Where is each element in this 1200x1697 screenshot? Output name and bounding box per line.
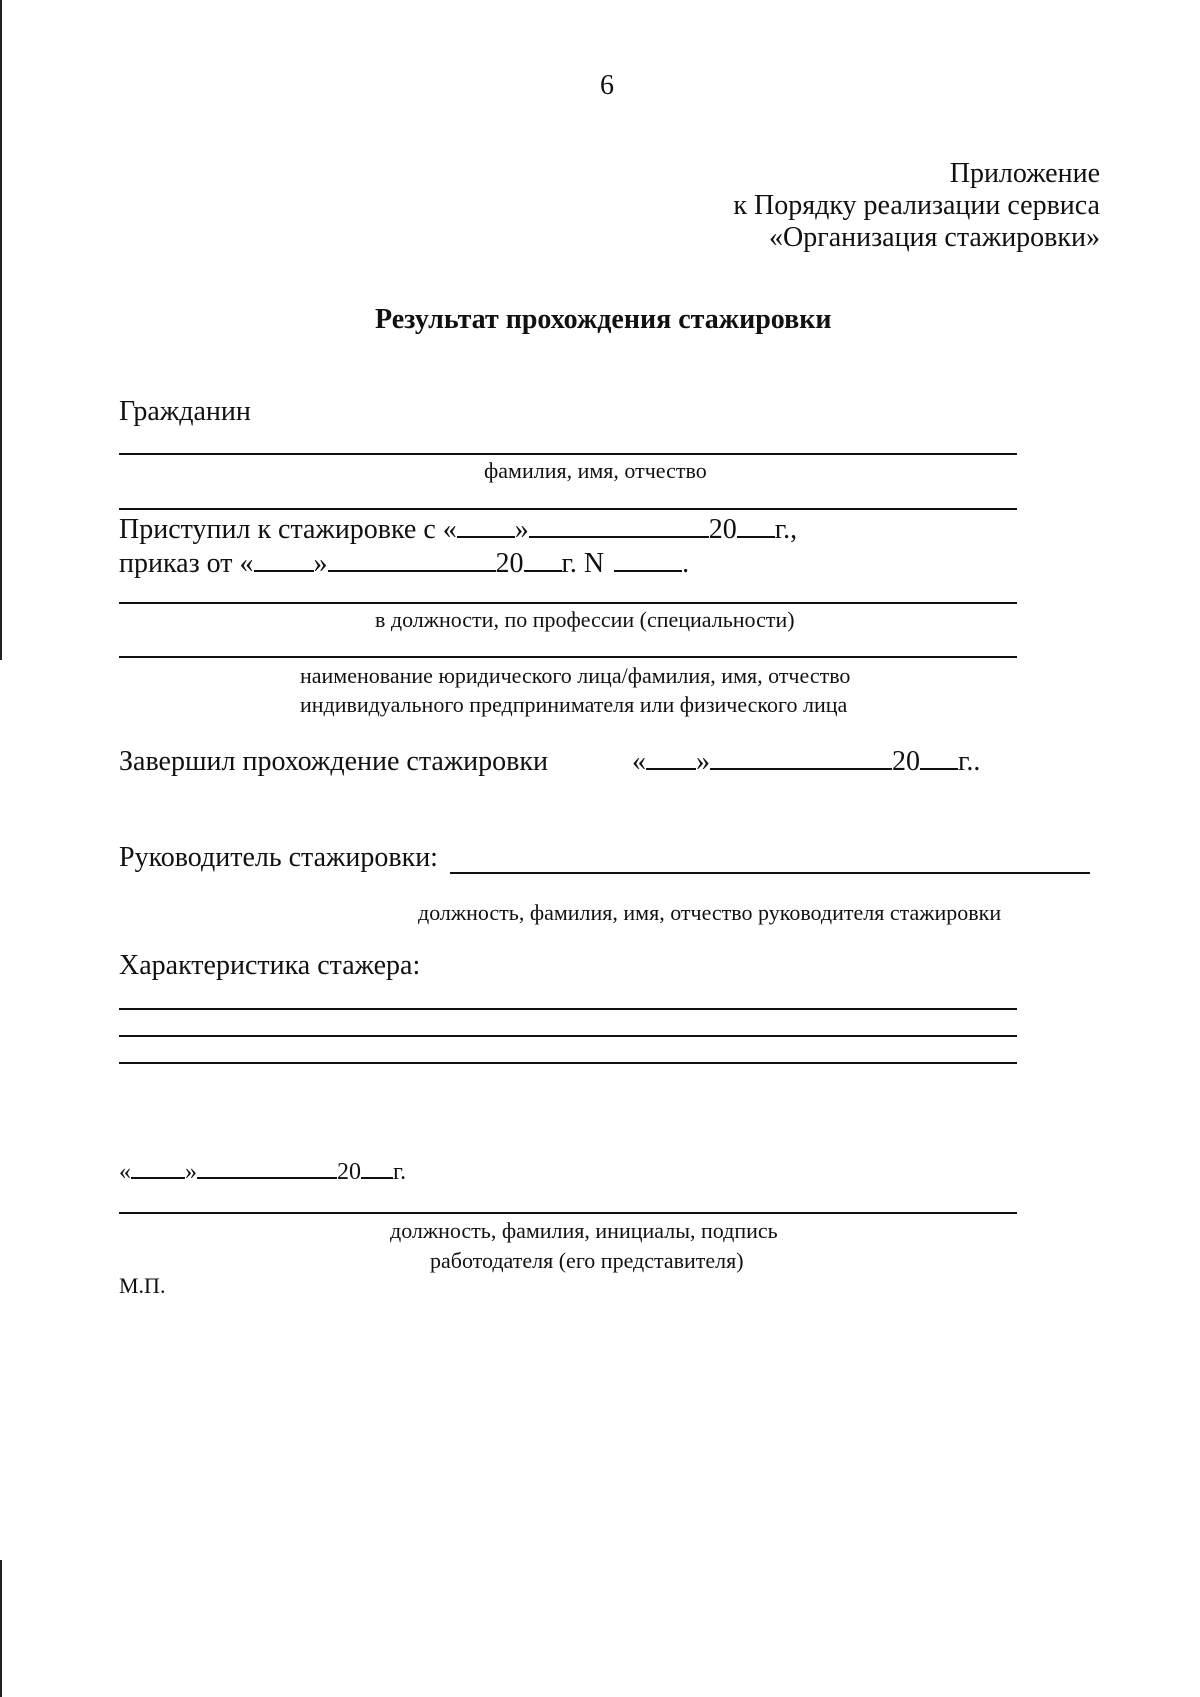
- citizen-extra-line[interactable]: [119, 508, 1017, 510]
- signature-caption-line-2: работодателя (его представителя): [430, 1248, 744, 1273]
- sign-date-year-prefix: 20: [337, 1159, 361, 1185]
- completed-year-suffix: г..: [958, 746, 981, 777]
- scan-edge-top: [0, 0, 2, 660]
- characteristic-label: Характеристика стажера:: [119, 950, 421, 981]
- order-number-label: г. N: [561, 548, 605, 579]
- order-prefix: приказ от «: [119, 548, 254, 579]
- citizen-name-line[interactable]: [119, 453, 1017, 455]
- sign-month-field[interactable]: [197, 1176, 337, 1179]
- employer-caption-line-2: индивидуального предпринимателя или физического лица: [300, 692, 848, 717]
- order-close-quote: »: [313, 548, 328, 579]
- appendix-line-3: «Организация стажировки»: [768, 222, 1100, 253]
- started-year-field[interactable]: [737, 535, 775, 538]
- citizen-label: Гражданин: [119, 396, 251, 427]
- order-year-field[interactable]: [524, 569, 562, 572]
- completed-date: [632, 748, 980, 776]
- order-end: .: [682, 548, 690, 579]
- order-month-field[interactable]: [328, 569, 496, 572]
- page-number: 6: [600, 70, 614, 101]
- citizen-caption: фамилия, имя, отчество: [484, 458, 707, 483]
- signature-line[interactable]: [119, 1212, 1017, 1214]
- completed-label: Завершил прохождение стажировки: [119, 746, 548, 777]
- characteristic-line-2[interactable]: [119, 1035, 1017, 1037]
- employer-caption-line-1: наименование юридического лица/фамилия, имя, отчество: [300, 663, 851, 688]
- stamp-label: М.П.: [119, 1273, 166, 1298]
- signature-caption-line-1: должность, фамилия, инициалы, подпись: [390, 1218, 778, 1243]
- position-line[interactable]: [119, 602, 1017, 604]
- order-year-prefix: 20: [495, 548, 524, 579]
- completed-close-quote: »: [696, 746, 710, 777]
- started-close-quote: »: [514, 514, 529, 545]
- supervisor-line[interactable]: [450, 872, 1090, 874]
- scan-edge-bottom: [0, 1560, 2, 1697]
- order-number-field[interactable]: [614, 569, 682, 572]
- started-day-field[interactable]: [457, 535, 515, 538]
- completed-year-prefix: 20: [892, 746, 920, 777]
- completed-day-field[interactable]: [646, 767, 696, 770]
- sign-date-year-suffix: г.: [393, 1159, 407, 1185]
- sign-date-open-quote: «: [119, 1159, 131, 1185]
- sign-year-field[interactable]: [361, 1176, 393, 1179]
- position-caption: в должности, по профессии (специальности): [375, 607, 795, 632]
- completed-open-quote: «: [632, 746, 646, 777]
- appendix-line-1: Приложение: [949, 158, 1100, 189]
- characteristic-line-3[interactable]: [119, 1062, 1017, 1064]
- supervisor-label: Руководитель стажировки:: [119, 842, 438, 873]
- started-month-field[interactable]: [529, 535, 709, 538]
- started-year-suffix: г.,: [774, 514, 798, 545]
- employer-line[interactable]: [119, 656, 1017, 658]
- sign-day-field[interactable]: [131, 1176, 185, 1179]
- order-line: [119, 550, 689, 578]
- started-line: [119, 516, 797, 544]
- order-day-field[interactable]: [254, 569, 314, 572]
- started-year-prefix: 20: [708, 514, 737, 545]
- completed-month-field[interactable]: [710, 767, 892, 770]
- characteristic-line-1[interactable]: [119, 1008, 1017, 1010]
- completed-year-field[interactable]: [920, 767, 958, 770]
- sign-date: [119, 1160, 406, 1184]
- sign-date-close-quote: »: [185, 1159, 197, 1185]
- started-prefix: Приступил к стажировке с «: [119, 514, 457, 545]
- document-title: Результат прохождения стажировки: [375, 304, 832, 335]
- supervisor-caption: должность, фамилия, имя, отчество руководителя стажировки: [418, 900, 1002, 925]
- appendix-line-2: к Порядку реализации сервиса: [733, 190, 1100, 221]
